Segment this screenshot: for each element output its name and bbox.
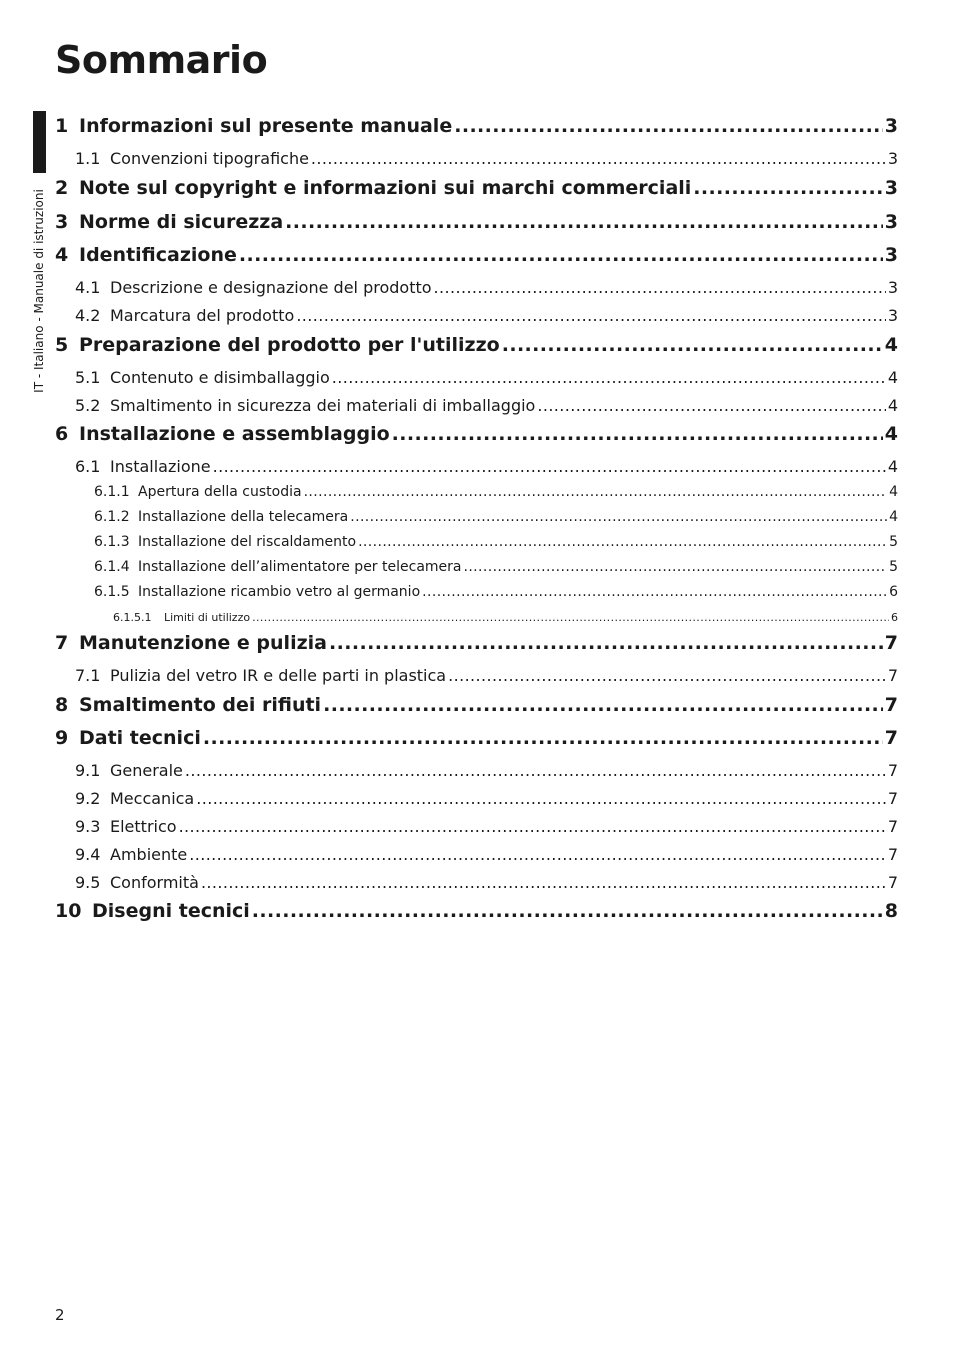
toc-entry-page: 5 — [889, 534, 898, 550]
toc-entry[interactable] — [55, 211, 898, 233]
toc-entry-page: 5 — [889, 559, 898, 575]
toc-dot-leader — [537, 396, 885, 415]
toc-entry[interactable] — [75, 368, 898, 387]
toc-entry-number: 5.1 — [75, 368, 101, 387]
toc-entry-number: 6.1.1 — [94, 484, 130, 500]
toc-entry-number: 9.1 — [75, 761, 101, 780]
toc-dot-leader — [285, 211, 883, 233]
toc-dot-leader — [213, 457, 886, 476]
toc-entry-title: Note sul copyright e informazioni sui marchi commerciali — [79, 177, 692, 199]
toc-entry-number: 9.5 — [75, 873, 101, 892]
toc-entry-page: 3 — [887, 149, 898, 168]
toc-entry-title: Marcatura del prodotto — [110, 306, 295, 325]
toc-entry[interactable] — [75, 873, 898, 892]
toc-entry-number: 5.2 — [75, 396, 101, 415]
toc-dot-leader — [196, 789, 886, 808]
toc-dot-leader — [693, 177, 882, 199]
toc-entry[interactable] — [55, 423, 898, 445]
toc-entry-number: 10 — [55, 900, 82, 922]
toc-entry-page: 7 — [884, 727, 898, 749]
toc-dot-leader — [311, 149, 886, 168]
toc-dot-leader — [201, 873, 886, 892]
toc-dot-leader — [185, 761, 886, 780]
toc-entry-number: 9.2 — [75, 789, 101, 808]
toc-dot-leader — [350, 509, 887, 525]
toc-entry-title: Preparazione del prodotto per l'utilizzo — [79, 334, 500, 356]
toc-entry-title: Manutenzione e pulizia — [79, 632, 327, 654]
toc-entry-page: 3 — [884, 115, 898, 137]
toc-entry-title: Smaltimento dei rifiuti — [79, 694, 322, 716]
toc-entry-title: Installazione — [110, 457, 211, 476]
toc-entry-page: 3 — [884, 211, 898, 233]
toc-entry[interactable] — [75, 845, 898, 864]
toc-entry[interactable] — [55, 632, 898, 654]
toc-dot-leader — [189, 845, 886, 864]
toc-entry-number: 8 — [55, 694, 69, 716]
toc-entry[interactable] — [55, 244, 898, 266]
toc-entry[interactable] — [75, 149, 898, 168]
toc-entry-number: 6.1.5 — [94, 584, 130, 600]
toc-entry[interactable] — [75, 666, 898, 685]
toc-entry-page: 8 — [884, 900, 898, 922]
toc-entry[interactable] — [75, 789, 898, 808]
toc-entry-title: Conformità — [110, 873, 199, 892]
toc-entry-page: 4 — [884, 423, 898, 445]
toc-entry-title: Convenzioni tipografiche — [110, 149, 309, 168]
toc-dot-leader — [332, 368, 886, 387]
toc-entry-number: 6.1.4 — [94, 559, 130, 575]
toc-dot-leader — [448, 666, 886, 685]
toc-dot-leader — [239, 244, 883, 266]
toc-entry[interactable] — [94, 559, 898, 575]
toc-entry-number: 6.1.2 — [94, 509, 130, 525]
toc-entry[interactable] — [75, 306, 898, 325]
toc-entry-page: 3 — [887, 306, 898, 325]
toc-entry-number: 2 — [55, 177, 69, 199]
toc-entry-title: Installazione del riscaldamento — [138, 534, 357, 550]
toc-entry-number: 9 — [55, 727, 69, 749]
toc-entry-title: Apertura della custodia — [138, 484, 302, 500]
toc-entry-page: 7 — [884, 632, 898, 654]
toc-entry-title: Descrizione e designazione del prodotto — [110, 278, 432, 297]
page-number: 2 — [55, 1306, 65, 1324]
toc-entry-title: Dati tecnici — [79, 727, 201, 749]
toc-entry-page: 7 — [887, 873, 898, 892]
toc-dot-leader — [252, 900, 883, 922]
toc-dot-leader — [434, 278, 886, 297]
toc-entry[interactable] — [55, 177, 898, 199]
toc-entry-title: Contenuto e disimballaggio — [110, 368, 330, 387]
toc-dot-leader — [179, 817, 886, 836]
toc-entry-number: 4.2 — [75, 306, 101, 325]
toc-entry[interactable] — [113, 611, 898, 624]
toc-entry-number: 1.1 — [75, 149, 101, 168]
toc-entry[interactable] — [55, 900, 898, 922]
toc-entry-title: Installazione e assemblaggio — [79, 423, 390, 445]
toc-entry[interactable] — [75, 396, 898, 415]
toc-entry[interactable] — [94, 584, 898, 600]
toc-entry-number: 4 — [55, 244, 69, 266]
toc-entry-number: 6.1 — [75, 457, 101, 476]
toc-entry-title: Meccanica — [110, 789, 195, 808]
toc-dot-leader — [329, 632, 883, 654]
toc-dot-leader — [502, 334, 883, 356]
toc-entry-page: 3 — [884, 244, 898, 266]
toc-entry-page: 4 — [889, 509, 898, 525]
toc-entry-title: Installazione dell’alimentatore per telecamera — [138, 559, 462, 575]
toc-entry-title: Ambiente — [110, 845, 188, 864]
toc-entry[interactable] — [94, 509, 898, 525]
side-section-label: IT - Italiano - Manuale di istruzioni — [32, 189, 46, 393]
toc-entry-page: 4 — [884, 334, 898, 356]
toc-entry-number: 4.1 — [75, 278, 101, 297]
toc-entry-number: 6.1.3 — [94, 534, 130, 550]
toc-entry-number: 9.4 — [75, 845, 101, 864]
toc-dot-leader — [358, 534, 887, 550]
page-title: Sommario — [55, 38, 268, 82]
toc-dot-leader — [422, 584, 887, 600]
toc-entry-page: 3 — [884, 177, 898, 199]
toc-entry-page: 7 — [887, 789, 898, 808]
toc-entry-number: 1 — [55, 115, 69, 137]
toc-entry[interactable] — [75, 761, 898, 780]
toc-entry-title: Norme di sicurezza — [79, 211, 284, 233]
toc-entry-page: 7 — [887, 817, 898, 836]
toc-entry[interactable] — [75, 817, 898, 836]
toc-entry[interactable] — [75, 278, 898, 297]
toc-entry-title: Identificazione — [79, 244, 237, 266]
toc-entry-title: Limiti di utilizzo — [164, 611, 251, 624]
toc-entry-page: 4 — [887, 396, 898, 415]
toc-dot-leader — [203, 727, 883, 749]
toc-dot-leader — [454, 115, 883, 137]
toc-entry-page: 4 — [887, 457, 898, 476]
toc-dot-leader — [392, 423, 883, 445]
toc-entry-title: Generale — [110, 761, 183, 780]
toc-dot-leader — [296, 306, 886, 325]
toc-dot-leader — [323, 694, 883, 716]
toc-entry-page: 4 — [887, 368, 898, 387]
toc-entry-page: 6 — [891, 611, 898, 624]
toc-entry[interactable] — [55, 115, 898, 137]
toc-entry[interactable] — [55, 727, 898, 749]
toc-entry-page: 7 — [887, 845, 898, 864]
toc-entry-page: 7 — [887, 666, 898, 685]
toc-entry[interactable] — [75, 457, 898, 476]
toc-entry-number: 7 — [55, 632, 69, 654]
toc-entry-number: 6.1.5.1 — [113, 611, 152, 624]
toc-entry-page: 7 — [887, 761, 898, 780]
toc-entry-number: 5 — [55, 334, 69, 356]
toc-entry-page: 6 — [889, 584, 898, 600]
toc-entry-title: Installazione ricambio vetro al germanio — [138, 584, 421, 600]
toc-entry-number: 6 — [55, 423, 69, 445]
toc-entry-number: 9.3 — [75, 817, 101, 836]
toc-entry-number: 3 — [55, 211, 69, 233]
toc-entry-title: Informazioni sul presente manuale — [79, 115, 453, 137]
toc-entry-page: 4 — [889, 484, 898, 500]
toc-dot-leader — [304, 484, 888, 500]
toc-entry-title: Installazione della telecamera — [138, 509, 349, 525]
toc-dot-leader — [252, 611, 889, 624]
toc-entry-page: 3 — [887, 278, 898, 297]
toc-entry[interactable] — [94, 484, 898, 500]
toc-entry-title: Pulizia del vetro IR e delle parti in plastica — [110, 666, 447, 685]
toc-entry[interactable] — [55, 694, 898, 716]
toc-entry-title: Elettrico — [110, 817, 177, 836]
toc-dot-leader — [463, 559, 887, 575]
toc-entry-page: 7 — [884, 694, 898, 716]
toc-entry-title: Smaltimento in sicurezza dei materiali di imballaggio — [110, 396, 536, 415]
toc-entry[interactable] — [94, 534, 898, 550]
toc-entry-title: Disegni tecnici — [92, 900, 250, 922]
toc-entry-number: 7.1 — [75, 666, 101, 685]
toc-entry[interactable] — [55, 334, 898, 356]
